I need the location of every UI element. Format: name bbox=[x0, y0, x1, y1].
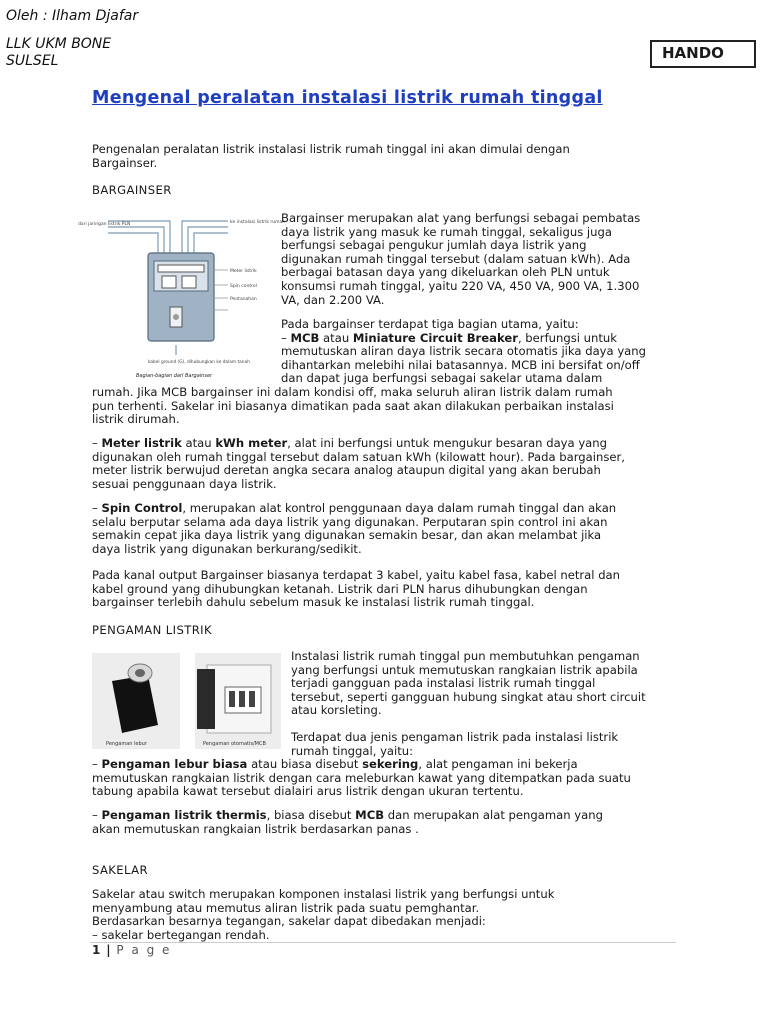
label-to-house: ke instalasi listrik rumah bbox=[230, 220, 286, 225]
thermis-term: Pengaman listrik thermis bbox=[101, 808, 267, 822]
diagram-caption: Bagian-bagian dari Bargainser bbox=[136, 373, 213, 379]
text-line: konsumsi rumah tinggal, yaitu 220 VA, 450 VA, 900 VA, 1.300 bbox=[281, 278, 640, 293]
text-line: Sakelar atau switch merupakan komponen instalasi listrik yang berfungsi untuk bbox=[92, 887, 555, 901]
text-line: semakin cepat jika daya listrik yang digunakan semakin besar, dan akan melambat jika bbox=[92, 528, 602, 543]
mcb-full-term: Miniature Circuit Breaker bbox=[352, 330, 518, 345]
connector: atau biasa disebut bbox=[247, 757, 363, 771]
connector: atau bbox=[181, 436, 216, 450]
text-line: dihantarkan melebihi nilai batasannya. MCB ini bersifat on/off bbox=[281, 357, 640, 372]
connector: atau bbox=[319, 330, 353, 345]
organization-line: LLK UKM BONE bbox=[6, 36, 112, 52]
dash: – bbox=[281, 330, 291, 345]
text-line: Instalasi listrik rumah tinggal pun membutuhkan pengaman bbox=[291, 649, 640, 663]
sakelar-paragraph bbox=[92, 888, 554, 942]
bargainser-diagram bbox=[78, 215, 286, 383]
text-line: rumah tinggal, yaitu: bbox=[291, 743, 414, 758]
dash: – bbox=[92, 808, 102, 822]
text-line: tersebut, seperti gangguan hubung singkat atau short circuit bbox=[291, 689, 646, 704]
dash: – bbox=[92, 501, 102, 515]
text-line: digunakan rumah tinggal tersebut (dalam satuan kWh). Ada bbox=[281, 251, 631, 266]
text-line: bargainser terlebih dahulu sebelum masuk ke instalasi listrik rumah tinggal. bbox=[92, 595, 535, 610]
text-line: rumah. Jika MCB bargainser ini dalam kondisi off, maka seluruh aliran listrik dalam rumah bbox=[92, 385, 613, 399]
label-ground-cable: kabel ground (G), dihubungkan ke dalam tanah bbox=[148, 360, 250, 365]
sekering-term: sekering bbox=[362, 757, 419, 771]
text-line: kabel ground yang dihubungkan ketanah. Listrik dari PLN harus dihubungkan dengan bbox=[92, 581, 588, 596]
footer-divider bbox=[90, 942, 676, 943]
intro-line: Pengenalan peralatan listrik instalasi listrik rumah tinggal ini akan dimulai dengan bbox=[92, 142, 570, 156]
mcb-term: MCB bbox=[290, 330, 320, 345]
mcb-photo bbox=[195, 653, 281, 749]
spin-paragraph bbox=[92, 502, 616, 556]
text-line: tabung apabila kawat tersebut dialairi arus listrik dengan ukuran tertentu. bbox=[92, 784, 524, 799]
mcb-caption: Pengaman otomatis/MCB bbox=[203, 741, 266, 747]
text-line: menyambung atau memutus aliran listrik pada suatu pemghantar. bbox=[92, 900, 480, 915]
text-line: Pada bargainser terdapat tiga bagian utama, yaitu: bbox=[281, 317, 579, 331]
page-title[interactable]: Mengenal peralatan instalasi listrik rumah tinggal bbox=[92, 88, 603, 108]
fuse-caption: Pengaman lebur bbox=[106, 741, 147, 747]
text-line: selalu berputar selama ada daya listrik yang digunakan. Perputaran spin control ini akan bbox=[92, 514, 608, 529]
bargainser-description bbox=[281, 212, 640, 307]
label-ground: Pentanahan bbox=[230, 297, 257, 302]
text-line: listrik dirumah. bbox=[92, 412, 180, 427]
connector: , biasa disebut bbox=[266, 808, 356, 822]
badge-text: HANDO bbox=[662, 44, 724, 63]
mcb-term: MCB bbox=[355, 808, 385, 822]
text-line: Berdasarkan besarnya tegangan, sakelar dapat dibedakan menjadi: bbox=[92, 914, 486, 929]
text-line: memutuskan aliran daya listrik secara otomatis jika daya yang bbox=[281, 344, 646, 359]
intro-line: Bargainser. bbox=[92, 155, 158, 170]
meter-first-line bbox=[92, 437, 625, 451]
continuation: , merupakan alat kontrol penggunaan daya dalam rumah tinggal dan akan bbox=[182, 501, 617, 515]
text-line: Terdapat dua jenis pengaman listrik pada instalasi listrik bbox=[291, 730, 619, 744]
fuse-photo bbox=[92, 653, 180, 749]
text-line: memutuskan rangkaian listrik dengan cara meleburkan kawat yang ditempatkan pada suatu bbox=[92, 770, 631, 785]
mcb-photo-svg bbox=[195, 653, 281, 749]
bargainser-diagram-svg bbox=[78, 215, 286, 383]
footer-separator: | bbox=[106, 943, 111, 957]
pengaman-description bbox=[291, 650, 646, 718]
spin-first-line bbox=[92, 502, 616, 516]
mcb-paragraph-continued bbox=[92, 386, 614, 427]
text-line: atau korsleting. bbox=[291, 703, 382, 718]
text-line: berbagai batasan daya yang dikeluarkan oleh PLN untuk bbox=[281, 265, 610, 280]
text-line: yang berfungsi untuk memutuskan rangkaian listrik apabila bbox=[291, 662, 638, 677]
text-line: dan dapat juga berfungsi sebagai sakelar utama dalam bbox=[281, 371, 603, 386]
text-line: Pada kanal output Bargainser biasanya terdapat 3 kabel, yaitu kabel fasa, kabel netral dan bbox=[92, 568, 621, 582]
region-line: SULSEL bbox=[6, 53, 59, 69]
text-line: pun terhenti. Sakelar ini biasanya dimatikan pada saat akan dilakukan perbaikan instalasi bbox=[92, 398, 614, 413]
lebur-first-line bbox=[92, 758, 631, 772]
thermis-first-line bbox=[92, 809, 603, 823]
lebur-paragraph bbox=[92, 758, 631, 799]
page-label: P a g e bbox=[116, 943, 172, 957]
text-line: Bargainser merupakan alat yang berfungsi sebagai pembatas bbox=[281, 211, 641, 225]
text-line: terjadi gangguan pada instalasi listrik rumah tinggal bbox=[291, 676, 596, 691]
output-paragraph bbox=[92, 569, 620, 610]
label-from-pln: dari jaringan listrik PLN bbox=[78, 222, 131, 227]
dash: – bbox=[92, 436, 102, 450]
label-meter: Meter listrik bbox=[230, 269, 257, 274]
text-line: meter listrik berwujud deretan angka secara analog ataupun digital yang akan berubah bbox=[92, 463, 601, 478]
text-line: digunakan oleh rumah tinggal tersebut dalam satuan kWh (kilowatt hour). Pada bargainser, bbox=[92, 449, 625, 464]
mcb-first-line bbox=[281, 332, 646, 346]
thermis-paragraph bbox=[92, 809, 603, 836]
section-heading-bargainser: BARGAINSER bbox=[92, 183, 172, 197]
text-line: berfungsi sebagai pengukur jumlah daya listrik yang bbox=[281, 238, 587, 253]
text-line: sesuai penggunaan daya listrik. bbox=[92, 476, 277, 491]
author-line: Oleh : Ilham Djafar bbox=[6, 8, 139, 24]
meter-term: Meter listrik bbox=[101, 436, 182, 450]
label-spin: Spin control bbox=[230, 284, 257, 289]
section-heading-pengaman: PENGAMAN LISTRIK bbox=[92, 623, 212, 637]
page-number: 1 bbox=[92, 943, 101, 957]
spin-term: Spin Control bbox=[101, 501, 183, 515]
pengaman-types-intro bbox=[291, 731, 618, 758]
bargainser-parts-intro bbox=[281, 318, 646, 386]
text-line: VA, dan 2.200 VA. bbox=[281, 292, 385, 307]
region-clip bbox=[0, 53, 200, 69]
lebur-term: Pengaman lebur biasa bbox=[101, 757, 248, 771]
text-line: akan memutuskan rangkaian listrik berdasarkan panas . bbox=[92, 821, 419, 836]
intro-paragraph bbox=[92, 143, 570, 170]
continuation: , berfungsi untuk bbox=[517, 330, 617, 345]
continuation: , alat ini berfungsi untuk mengukur besaran daya yang bbox=[287, 436, 607, 450]
text-line: daya listrik yang masuk ke rumah tinggal, sekaligus juga bbox=[281, 224, 612, 239]
meter-paragraph bbox=[92, 437, 625, 491]
section-heading-sakelar: SAKELAR bbox=[92, 863, 148, 877]
page-footer bbox=[92, 944, 171, 958]
document-badge bbox=[650, 40, 756, 68]
text-line: daya listrik yang digunakan berkurang/sedikit. bbox=[92, 541, 362, 556]
dash: – bbox=[92, 757, 102, 771]
continuation: , alat pengaman ini bekerja bbox=[418, 757, 578, 771]
text-line: – sakelar bertegangan rendah. bbox=[92, 927, 270, 942]
kwh-term: kWh meter bbox=[215, 436, 288, 450]
continuation: dan merupakan alat pengaman yang bbox=[384, 808, 603, 822]
fuse-photo-svg bbox=[92, 653, 180, 749]
